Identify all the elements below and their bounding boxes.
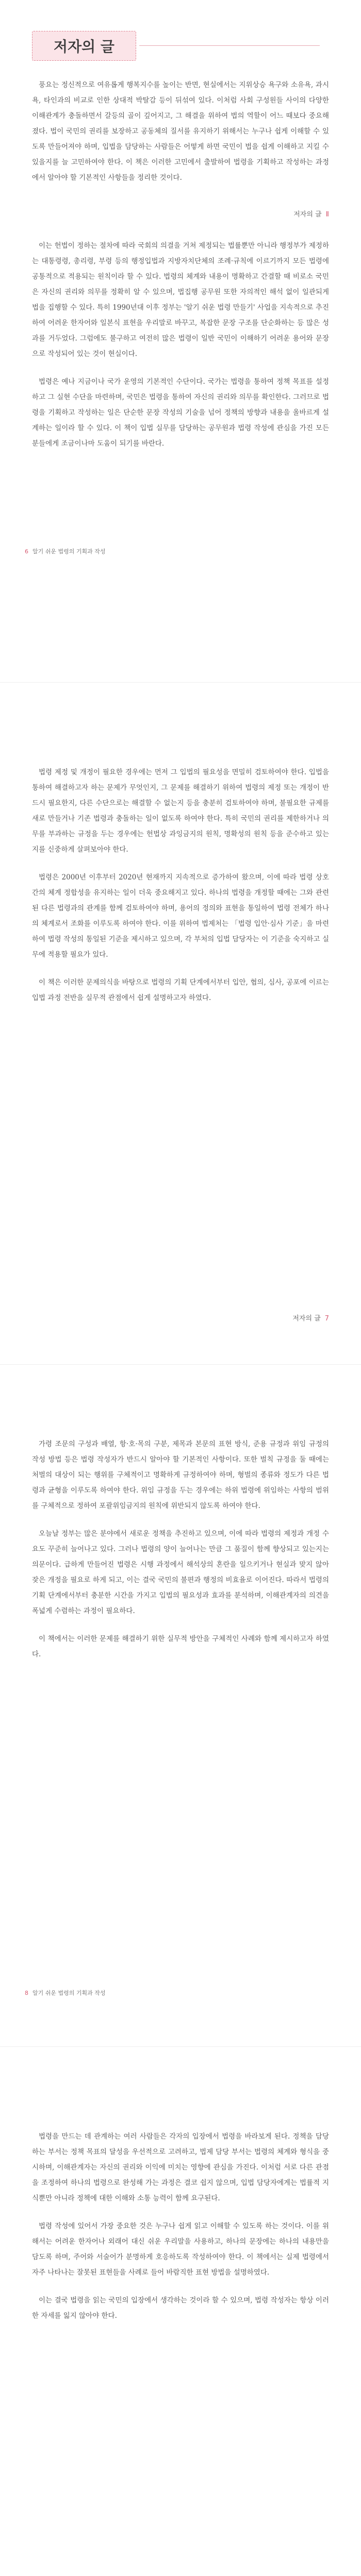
- page-number: Ⅱ: [325, 211, 329, 218]
- running-footer: [25, 1989, 106, 1997]
- paragraph: 이는 헌법이 정하는 절차에 따라 국회의 의결을 거쳐 제정되는 법률뿐만 아니라 행정부가 제정하는 대통령령, 총리령, 부령 등의 행정입법과 지방자치단체의 조례·규칙에 이르기까지 모든 법령에 공통적으로 적용되는 원칙이라 할 수 있다. 법령의 체계와 내용이 명확하고 간결할 때 비로소 국민은 자신의 권리와 의무를 정확히 알 수 있으며, 법집행 공무원 또한 자의적인 해석 없이 일관되게 법을 집행할 수 있다. 특히 1990년대 이후 정부는 '알기 쉬운 법령 만들기' 사업을 지속적으로 추진하여 어려운 한자어와 일본식 표현을 우리말로 바꾸고, 복잡한 문장 구조를 단순화하는 등 많은 성과를 거두었다. 그럼에도 불구하고 여전히 많은 법령이 일반 국민이 이해하기 어려운 용어와 문장으로 작성되어 있는 것이 현실이다.: [32, 242, 329, 358]
- paragraph: 가령 조문의 구성과 배열, 항·호·목의 구분, 제목과 본문의 표현 방식, 준용 규정과 위임 규정의 작성 방법 등은 법령 작성자가 반드시 알아야 할 기본적인 사항이다. 또한 벌칙 규정을 둘 때에는 처벌의 대상이 되는 행위를 구체적이고 명확하게 규정하여야 하며, 형벌의 종류와 정도가 다른 법령과 균형을 이루도록 하여야 한다. 위임 규정을 두는 경우에는 하위 법령에 위임하는 사항의 범위를 구체적으로 정하여 포괄위임금지의 원칙에 위반되지 않도록 하여야 한다.: [32, 1440, 329, 1510]
- paragraph: 이 책은 이러한 문제의식을 바탕으로 법령의 기획 단계에서부터 입안, 협의, 심사, 공포에 이르는 입법 과정 전반을 실무적 관점에서 쉽게 설명하고자 하였다.: [32, 978, 329, 1002]
- footer-page-number: 8: [25, 1990, 28, 1996]
- page-title: 저자의 글: [32, 31, 136, 61]
- paragraph: 풍요는 정신적으로 여유롭게 행복지수를 높이는 반면, 현실에서는 지위상승 욕구와 소유욕, 과시욕, 타인과의 비교로 인한 상대적 박탈감 등이 뒤섞여 있다. 이처럼 사회 구성원들 사이의 다양한 이해관계가 충돌하면서 갈등의 골이 깊어지고, 그 해결을 위하여 법의 역할이 어느 때보다 중요해졌다. 법이 국민의 권리를 보장하고 공동체의 질서를 유지하기 위해서는 누구나 쉽게 이해할 수 있도록 만들어져야 하며, 입법을 담당하는 사람들은 어떻게 하면 국민이 법을 쉽게 이해하고 지킬 수 있을지를 늘 고민하여야 한다. 이 책은 이러한 고민에서 출발하여 법령을 기획하고 작성하는 과정에서 알아야 할 기본적인 사항들을 정리한 것이다.: [32, 81, 329, 182]
- body-text: [32, 765, 329, 1006]
- page-number: 7: [324, 1315, 329, 1323]
- footer-book-title: 알기 쉬운 법령의 기획과 작성: [32, 548, 106, 555]
- paragraph: 법령 제정 및 개정이 필요한 경우에는 먼저 그 입법의 필요성을 면밀히 검토하여야 한다. 입법을 통하여 해결하고자 하는 문제가 무엇인지, 그 문제를 해결하기 위하여 법령의 제정 또는 개정이 반드시 필요한지, 다른 수단으로는 해결할 수 없는지 등을 충분히 검토하여야 하며, 불필요한 규제를 새로 만들거나 기존 법령과 충돌하는 일이 없도록 하여야 한다. 특히 국민의 권리를 제한하거나 의무를 부과하는 규정을 두는 경우에는 헌법상 과잉금지의 원칙, 명확성의 원칙 등을 준수하고 있는지를 신중하게 살펴보아야 한다.: [32, 768, 329, 854]
- body-text: [32, 77, 329, 198]
- paragraph: 법령은 예나 지금이나 국가 운영의 기본적인 수단이다. 국가는 법령을 통하여 정책 목표를 설정하고 그 실현 수단을 마련하며, 국민은 법령을 통하여 자신의 권리와 의무를 확인한다. 그러므로 법령을 기획하고 작성하는 일은 단순한 문장 작성의 기술을 넘어 정책의 방향과 내용을 올바르게 설계하는 일이라 할 수 있다. 이 책이 입법 실무를 담당하는 공무원과 법령 작성에 관심을 가진 모든 분들에게 조금이나마 도움이 되기를 바란다.: [32, 378, 329, 448]
- paragraph: 법령은 2000년 이후부터 2020년 현재까지 지속적으로 증가하여 왔으며, 이에 따라 법령 상호 간의 체계 정합성을 유지하는 일이 더욱 중요해지고 있다. 하나의 법령을 개정할 때에는 그와 관련된 다른 법령과의 관계를 함께 검토하여야 하며, 용어의 정의와 표현을 통일하여 법령 전체가 하나의 체계로서 조화를 이루도록 하여야 한다. 이를 위하여 법제처는 「법령 입안·심사 기준」을 마련하여 법령 작성의 통일된 기준을 제시하고 있으며, 각 부처의 입법 담당자는 이 기준을 숙지하고 실무에 적용할 필요가 있다.: [32, 873, 329, 959]
- signature-label: 저자의 글: [293, 211, 322, 218]
- signature: [293, 209, 329, 218]
- running-footer: [25, 547, 106, 555]
- paragraph: 이는 결국 법령을 읽는 국민의 입장에서 생각하는 것이라 할 수 있으며, 법령 작성자는 항상 이러한 자세를 잃지 않아야 한다.: [32, 2296, 329, 2320]
- footer-book-title: 알기 쉬운 법령의 기획과 작성: [32, 1990, 106, 1996]
- page-4: [0, 2046, 361, 2576]
- body-text: [32, 238, 329, 451]
- paragraph: 오늘날 정부는 많은 분야에서 새로운 정책을 추진하고 있으며, 이에 따라 법령의 제정과 개정 수요도 꾸준히 늘어나고 있다. 그러나 법령의 양이 늘어나는 만큼 그 품질이 함께 향상되고 있는지는 의문이다. 급하게 만들어진 법령은 시행 과정에서 해석상의 혼란을 일으키거나 현실과 맞지 않아 잦은 개정을 필요로 하게 되고, 이는 결국 국민의 불편과 행정의 비효율로 이어진다. 따라서 법령의 기획 단계에서부터 충분한 시간을 가지고 입법의 필요성과 효과를 분석하며, 이해관계자의 의견을 폭넓게 수렴하는 과정이 필요하다.: [32, 1530, 329, 1615]
- page-3: [0, 1364, 361, 2046]
- paragraph: 법령 작성에 있어서 가장 중요한 것은 누구나 쉽게 읽고 이해할 수 있도록 하는 것이다. 이를 위해서는 어려운 한자어나 외래어 대신 쉬운 우리말을 사용하고, 하나의 문장에는 하나의 내용만을 담도록 하며, 주어와 서술어가 분명하게 호응하도록 작성하여야 한다. 이 책에서는 실제 법령에서 자주 나타나는 잘못된 표현들을 사례로 들어 바람직한 표현 방법을 설명하였다.: [32, 2222, 329, 2277]
- paragraph: 법령을 만드는 데 관계하는 여러 사람들은 각자의 입장에서 법령을 바라보게 된다. 정책을 담당하는 부서는 정책 목표의 달성을 우선적으로 고려하고, 법제 담당 부서는 법령의 체계와 형식을 중시하며, 이해관계자는 자신의 권리와 이익에 미치는 영향에 관심을 가진다. 이처럼 서로 다른 관점을 조정하여 하나의 법령으로 완성해 가는 과정은 결코 쉽지 않으며, 입법 담당자에게는 법률적 지식뿐만 아니라 정책에 대한 이해와 소통 능력이 함께 요구된다.: [32, 2132, 329, 2202]
- page-2: [0, 682, 361, 1364]
- body-text: [32, 1436, 329, 1662]
- footer-page-number: 6: [25, 548, 28, 555]
- paragraph: 이 책에서는 이러한 문제를 해결하기 위한 실무적 방안을 구체적인 사례와 함께 제시하고자 하였다.: [32, 1635, 329, 1658]
- page-1: [0, 0, 361, 682]
- running-footer-right: [292, 1313, 329, 1323]
- signature-label: 저자의 글: [292, 1315, 321, 1323]
- body-text: [32, 2129, 329, 2324]
- title-rule: [139, 45, 320, 46]
